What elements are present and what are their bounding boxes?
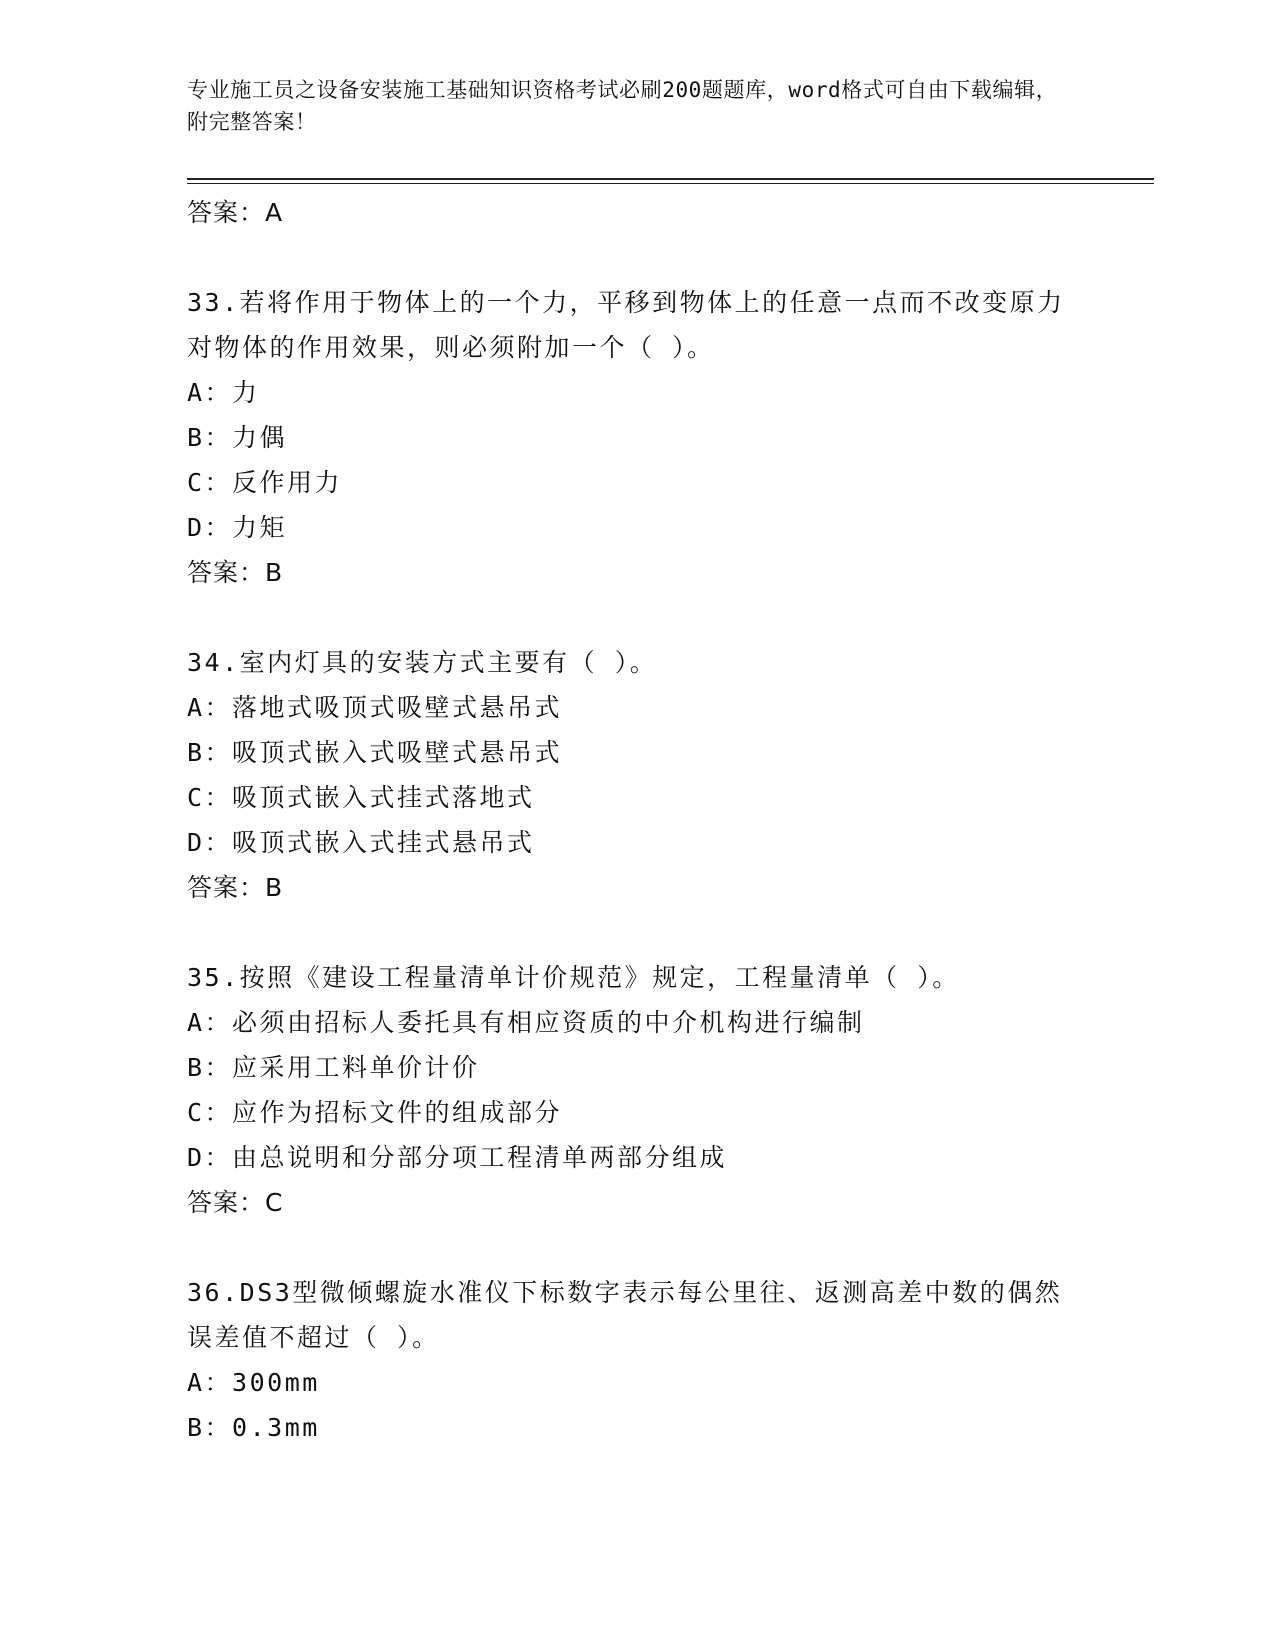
option-c: C：反作用力 <box>187 468 343 497</box>
option-a: A：落地式吸顶式吸壁式悬吊式 <box>187 693 563 722</box>
option-c: C：吸顶式嵌入式挂式落地式 <box>187 783 535 812</box>
question-34 <box>187 640 1087 910</box>
option-d: D：吸顶式嵌入式挂式悬吊式 <box>187 828 535 857</box>
answer-label: 答案：A <box>187 198 284 227</box>
option-c: C：应作为招标文件的组成部分 <box>187 1098 563 1127</box>
option-b: B：吸顶式嵌入式吸壁式悬吊式 <box>187 738 563 767</box>
option-a: A：必须由招标人委托具有相应资质的中介机构进行编制 <box>187 1008 865 1037</box>
question-36 <box>187 1270 1087 1450</box>
option-b: B：力偶 <box>187 423 288 452</box>
question-text: 33.若将作用于物体上的一个力，平移到物体上的任意一点而不改变原力对物体的作用效果，则必须附加一个（ ）。 <box>187 288 1065 362</box>
option-b: B：应采用工料单价计价 <box>187 1053 480 1082</box>
option-d: D：力矩 <box>187 513 288 542</box>
question-35 <box>187 955 1087 1225</box>
question-text: 36.DS3型微倾螺旋水准仪下标数字表示每公里往、返测高差中数的偶然误差值不超过（ ）。 <box>187 1278 1063 1352</box>
answer-label: 答案：B <box>187 873 284 902</box>
header-divider <box>187 178 1154 180</box>
header-divider-thin <box>187 183 1154 184</box>
question-list <box>187 190 1087 1450</box>
question-text: 35.按照《建设工程量清单计价规范》规定，工程量清单（ ）。 <box>187 963 960 992</box>
option-d: D：由总说明和分部分项工程清单两部分组成 <box>187 1143 728 1172</box>
question-33 <box>187 280 1087 595</box>
question-text: 34.室内灯具的安装方式主要有（ ）。 <box>187 648 658 677</box>
answer-label: 答案：B <box>187 558 284 587</box>
option-b: B：0.3mm <box>187 1413 320 1442</box>
page-header: 专业施工员之设备安装施工基础知识资格考试必刷200题题库，word格式可自由下载编辑，附完整答案！ <box>187 78 1058 134</box>
option-a: A：300mm <box>187 1368 320 1397</box>
answer-label: 答案：C <box>187 1188 284 1217</box>
option-a: A：力 <box>187 378 260 407</box>
